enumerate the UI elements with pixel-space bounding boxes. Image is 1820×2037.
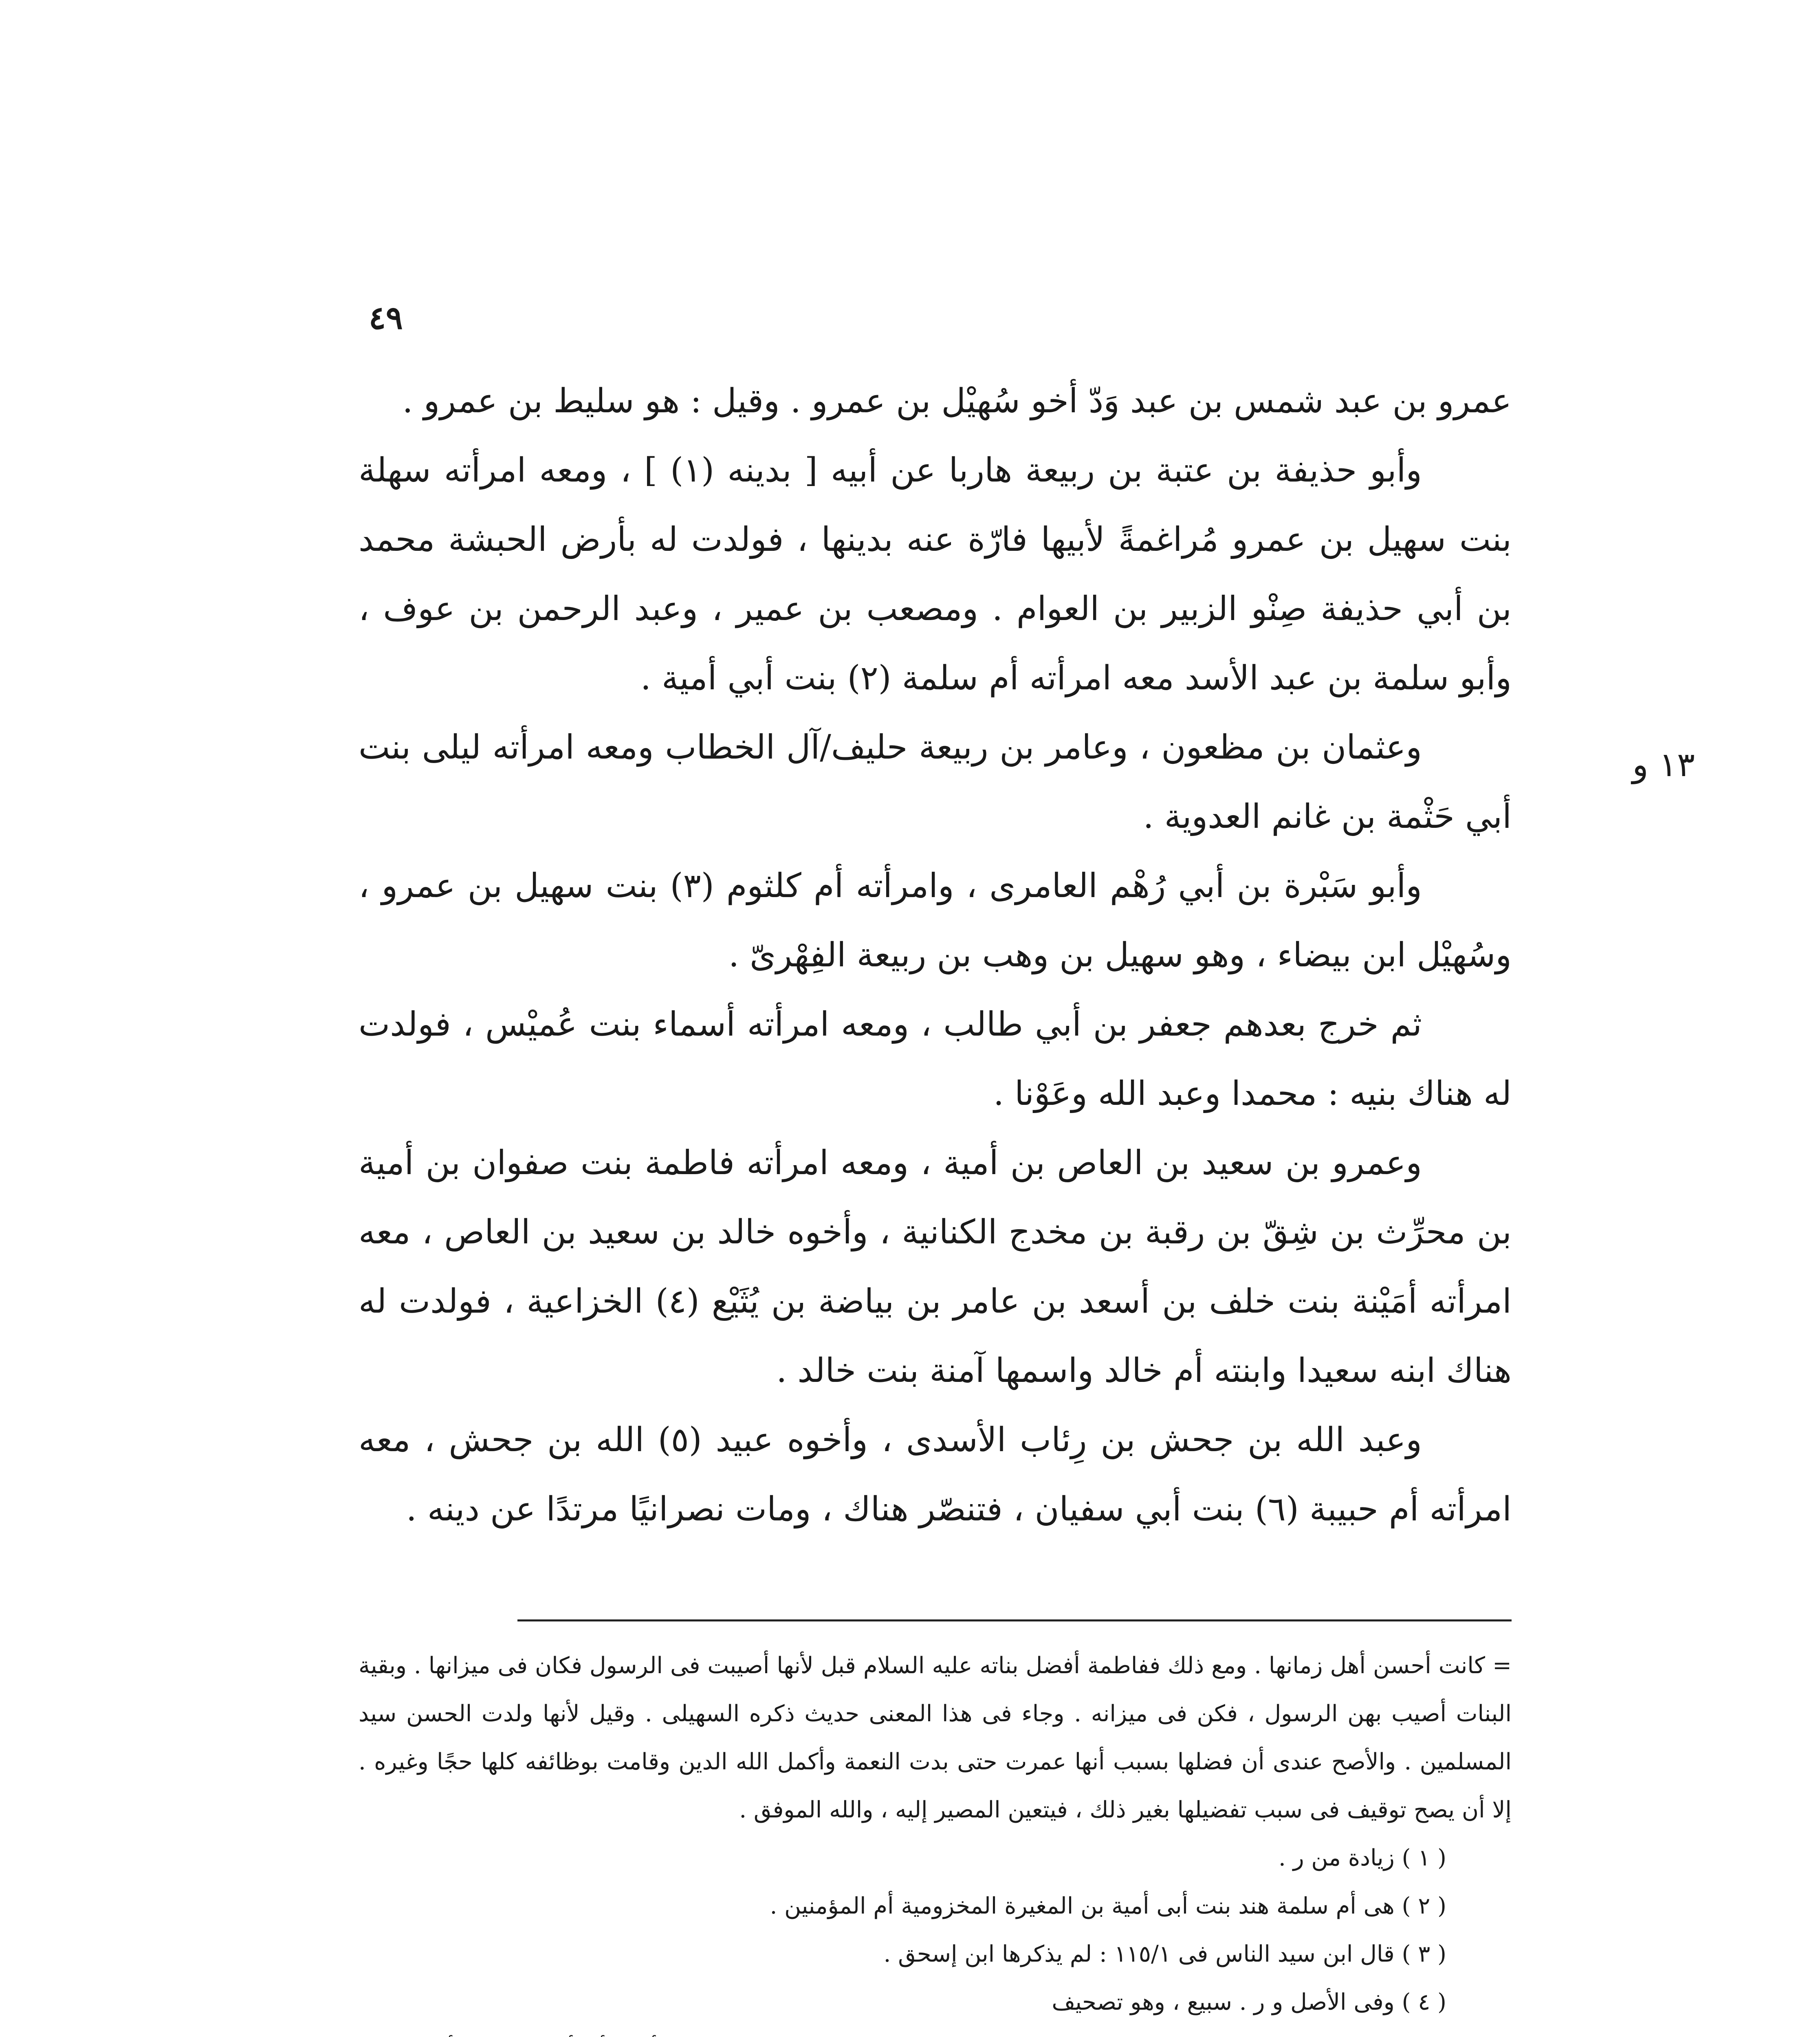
footnote: ( ١ ) زيادة من ر . bbox=[1278, 1845, 1446, 1871]
paragraph: وعبد الله بن جحش بن رِئاب الأسدى ، وأخوه عبيد (٥) الله بن جحش ، معه امرأته أم حبيبة (٦) بنت أبي سفيان ، فتنصّر هناك ، ومات نصرانيًا مرتدًا عن دينه . bbox=[359, 1421, 1512, 1529]
footnote: ( ٤ ) وفى الأصل و ر . سبيع ، وهو تصحيف bbox=[1052, 1989, 1446, 2015]
paragraph: ثم خرج بعدهم جعفر بن أبي طالب ، ومعه امرأته أسماء بنت عُميْس ، فولدت له هناك بنيه : محمدا وعبد الله وعَوْنا . bbox=[359, 1005, 1512, 1113]
footnote: ( ٢ ) هى أم سلمة هند بنت أبى أمية بن المغيرة المخزومية أم المؤمنين . bbox=[770, 1893, 1446, 1919]
paragraph: وعثمان بن مظعون ، وعامر بن ربيعة حليف/آل الخطاب ومعه امرأته ليلى بنت أبي حَثْمة بن غانم العدوية . bbox=[359, 728, 1512, 836]
paragraph: وأبو سَبْرة بن أبي رُهْم العامرى ، وامرأته أم كلثوم (٣) بنت سهيل بن عمرو ، وسُهيْل ابن بيضاء ، وهو سهيل بن وهب بن ربيعة الفِهْرىّ . bbox=[359, 867, 1512, 975]
footnote: ( ٣ ) قال ابن سيد الناس فى ١١٥/١ : لم يذكرها ابن إسحق . bbox=[883, 1941, 1446, 1967]
page-number: ٤٩ bbox=[369, 299, 403, 337]
paragraph: وأبو حذيفة بن عتبة بن ربيعة هاربا عن أبيه [ بدينه (١) ] ، ومعه امرأته سهلة بنت سهيل بن عمرو مُراغمةً لأبيها فارّة عنه بدينها ، فولدت له بأرض الحبشة محمد بن أبي حذيفة صِنْو الزبير بن العوام . ومصعب بن عمير ، وعبد الرحمن بن عوف ، وأبو سلمة بن عبد الأسد معه امرأته أم سلمة (٢) بنت أبي أمية . bbox=[359, 451, 1512, 697]
margin-folio-note: ١٣ و bbox=[1632, 746, 1695, 784]
main-text-body bbox=[359, 367, 1512, 1544]
footnotes-section bbox=[359, 1642, 1512, 2037]
paragraph: وعمرو بن سعيد بن العاص بن أمية ، ومعه امرأته فاطمة بنت صفوان بن أمية بن محرِّث بن شِقّ بن رقبة بن مخدج الكنانية ، وأخوه خالد بن سعيد بن العاص ، معه امرأته أمَيْنة بنت خلف بن أسعد بن عامر بن بياضة بن يُثَيْع (٤) الخزاعية ، فولدت له هناك ابنه سعيدا وابنته أم خالد واسمها آمنة بنت خالد . bbox=[359, 1144, 1512, 1390]
footnote-divider bbox=[517, 1619, 1512, 1621]
footnote bbox=[359, 2026, 1512, 2037]
paragraph: عمرو بن عبد شمس بن عبد وَدّ أخو سُهيْل بن عمرو . وقيل : هو سليط بن عمرو . bbox=[402, 382, 1512, 420]
footnote-continuation: = كانت أحسن أهل زمانها . ومع ذلك ففاطمة أفضل بناته عليه السلام قبل لأنها أصيبت فى الرسول فكان فى ميزانها . وبقية البنات أصيب بهن الرسول ، فكن فى ميزانه . وجاء فى هذا المعنى حديث ذكره السهيلى . وقيل لأنها ولدت الحسن سيد المسلمين . والأصح عندى أن فضلها بسبب أنها عمرت حتى بدت النعمة وأكمل الله الدين وقامت بوظائفه كلها حجًا وغيره . إلا أن يصح توقيف فى سبب تفضيلها بغير ذلك ، فيتعين المصير إليه ، والله الموفق . bbox=[359, 1652, 1512, 1823]
